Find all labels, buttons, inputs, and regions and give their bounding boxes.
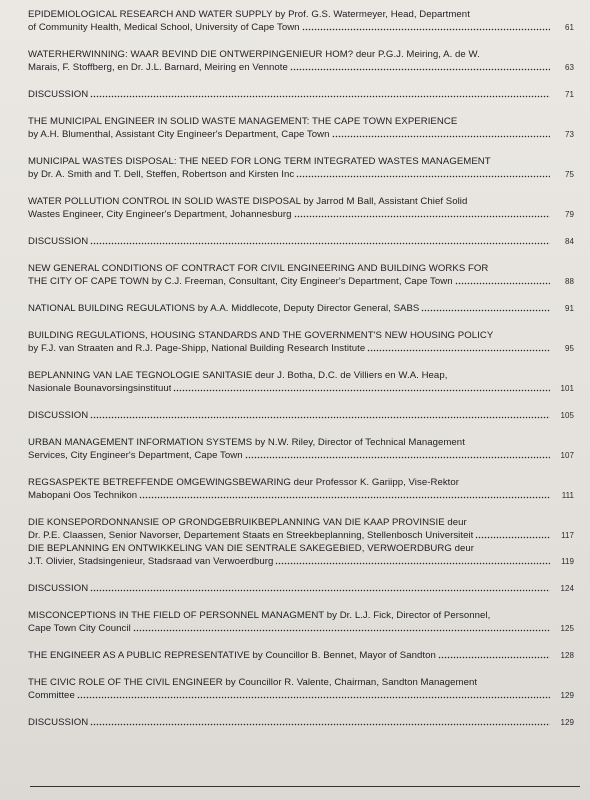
toc-entry — [28, 409, 574, 422]
toc-entry-text: WATERHERWINNING: WAAR BEVIND DIE ONTWERPINGENIEUR HOM? deur P.G.J. Meiring, A. de W. — [28, 49, 480, 60]
dot-leader — [90, 583, 550, 592]
page-number: 79 — [565, 210, 574, 219]
toc-entry — [28, 235, 574, 248]
toc-entry — [28, 115, 574, 141]
page-number: 84 — [565, 237, 574, 246]
dot-leader — [290, 62, 550, 71]
toc-entry-text: DISCUSSION — [28, 236, 89, 247]
dot-leader — [438, 650, 550, 659]
toc-entry-last-line — [28, 235, 552, 248]
page-number: 125 — [560, 624, 574, 633]
page-number: 107 — [560, 451, 574, 460]
toc-entry-text: Cape Town City Council — [28, 623, 131, 634]
toc-entry-last-line — [28, 128, 552, 141]
page-number: 61 — [565, 23, 574, 32]
page-number: 91 — [565, 304, 574, 313]
dot-leader — [77, 690, 550, 699]
toc-entry-last-line — [28, 88, 552, 101]
page-number: 73 — [565, 130, 574, 139]
dot-leader — [296, 169, 550, 178]
toc-entry-text: MISCONCEPTIONS IN THE FIELD OF PERSONNEL MANAGMENT by Dr. L.J. Fick, Director of Personnel, — [28, 610, 491, 621]
page-number: 117 — [561, 531, 574, 540]
toc-entry-text: DISCUSSION — [28, 583, 89, 594]
toc-entry-text: Mabopani Oos Technikon — [28, 490, 138, 501]
toc-entry-last-line — [28, 582, 552, 595]
toc-entry — [28, 88, 574, 101]
toc-entry — [28, 542, 574, 568]
toc-entry — [28, 195, 574, 221]
dot-leader — [90, 717, 550, 726]
toc-entry-text: DIE BEPLANNING EN ONTWIKKELING VAN DIE SENTRALE SAKEGEBIED, VERWOERDBURG deur — [28, 543, 474, 554]
toc-entry-text: THE CITY OF CAPE TOWN by C.J. Freeman, Consultant, City Engineer's Department, Cape Town — [28, 276, 453, 287]
dot-leader — [133, 623, 550, 632]
toc-entry-text: BEPLANNING VAN LAE TEGNOLOGIE SANITASIE deur J. Botha, D.C. de Villiers en W.A. Heap, — [28, 370, 448, 381]
toc-entry-text: J.T. Olivier, Stadsingenieur, Stadsraad van Verwoerdburg — [28, 556, 274, 567]
toc-entry-text: DISCUSSION — [28, 410, 89, 421]
dot-leader — [455, 276, 550, 285]
toc-entry — [28, 436, 574, 462]
dot-leader — [90, 89, 550, 98]
toc-entry-last-line — [28, 649, 552, 662]
toc-entry-text: THE ENGINEER AS A PUBLIC REPRESENTATIVE by Councillor B. Bennet, Mayor of Sandton — [28, 650, 436, 661]
toc-entry-last-line — [28, 168, 552, 181]
toc-entry-last-line — [28, 622, 552, 635]
toc-entry-last-line — [28, 275, 552, 288]
dot-leader — [475, 530, 550, 539]
toc-entry-last-line — [28, 489, 552, 502]
toc-entry — [28, 716, 574, 729]
toc-entry-text: URBAN MANAGEMENT INFORMATION SYSTEMS by N.W. Riley, Director of Technical Management — [28, 437, 465, 448]
toc-entry-text: Wastes Engineer, City Engineer's Department, Johannesburg — [28, 209, 292, 220]
toc-entry-text: Nasionale Bounavorsingsinstituut — [28, 383, 172, 394]
toc-entry — [28, 8, 574, 34]
toc-entry-text: by A.H. Blumenthal, Assistant City Engineer's Department, Cape Town — [28, 129, 330, 140]
page-number: 63 — [565, 63, 574, 72]
toc-entry — [28, 329, 574, 355]
toc-entry-last-line — [28, 689, 552, 702]
dot-leader — [139, 490, 550, 499]
page-number: 128 — [560, 651, 574, 660]
toc-entry — [28, 582, 574, 595]
toc-entry-text: Services, City Engineer's Department, Cape Town — [28, 450, 243, 461]
toc-entry-last-line — [28, 208, 552, 221]
toc-entry — [28, 369, 574, 395]
page-number: 129 — [560, 718, 574, 727]
page-number: 101 — [560, 384, 574, 393]
toc-entry-text: DISCUSSION — [28, 717, 89, 728]
toc-entry — [28, 262, 574, 288]
toc-entry-last-line — [28, 529, 552, 542]
toc-entry-text: DISCUSSION — [28, 89, 89, 100]
page-number: 119 — [561, 557, 574, 566]
toc-entry-text: THE MUNICIPAL ENGINEER IN SOLID WASTE MANAGEMENT: THE CAPE TOWN EXPERIENCE — [28, 116, 458, 127]
dot-leader — [332, 129, 551, 138]
bottom-rule — [30, 786, 580, 787]
toc-entry-text: Dr. P.E. Claassen, Senior Navorser, Departement Staats en Streekbeplanning, Stellenbosch Universiteit — [28, 530, 474, 541]
toc-entry-text: NEW GENERAL CONDITIONS OF CONTRACT FOR CIVIL ENGINEERING AND BUILDING WORKS FOR — [28, 263, 489, 274]
page-number: 71 — [565, 90, 574, 99]
page-number: 124 — [560, 584, 574, 593]
toc-entry-last-line — [28, 302, 552, 315]
toc-entry — [28, 676, 574, 702]
toc-entry-text: Marais, F. Stoffberg, en Dr. J.L. Barnard, Meiring en Vennote — [28, 62, 288, 73]
page-number: 105 — [560, 411, 574, 420]
toc-entry-text: by F.J. van Straaten and R.J. Page-Shipp, National Building Research Institute — [28, 343, 366, 354]
toc-entry-text: WATER POLLUTION CONTROL IN SOLID WASTE DISPOSAL by Jarrod M Ball, Assistant Chief Solid — [28, 196, 468, 207]
table-of-contents — [28, 8, 574, 729]
toc-entry-text: NATIONAL BUILDING REGULATIONS by A.A. Middlecote, Deputy Director General, SABS — [28, 303, 420, 314]
toc-entry — [28, 155, 574, 181]
toc-entry-text: EPIDEMIOLOGICAL RESEARCH AND WATER SUPPLY by Prof. G.S. Watermeyer, Head, Department — [28, 9, 470, 20]
toc-entry-text: Committee — [28, 690, 75, 701]
toc-entry-last-line — [28, 342, 552, 355]
toc-entry-last-line — [28, 382, 552, 395]
toc-entry — [28, 516, 574, 542]
toc-entry-last-line — [28, 409, 552, 422]
toc-entry-text: of Community Health, Medical School, University of Cape Town — [28, 22, 300, 33]
dot-leader — [90, 236, 550, 245]
toc-entry — [28, 609, 574, 635]
dot-leader — [294, 209, 551, 218]
dot-leader — [173, 383, 550, 392]
page-number: 88 — [565, 277, 574, 286]
dot-leader — [302, 22, 550, 31]
page-number: 111 — [561, 491, 574, 500]
toc-entry-last-line — [28, 21, 552, 34]
toc-entry-last-line — [28, 61, 552, 74]
toc-entry — [28, 476, 574, 502]
page-number: 95 — [565, 344, 574, 353]
toc-entry-text: BUILDING REGULATIONS, HOUSING STANDARDS AND THE GOVERNMENT'S NEW HOUSING POLICY — [28, 330, 494, 341]
toc-entry-last-line — [28, 716, 552, 729]
page-number: 129 — [560, 691, 574, 700]
toc-entry — [28, 649, 574, 662]
toc-entry — [28, 302, 574, 315]
toc-entry-text: THE CIVIC ROLE OF THE CIVIL ENGINEER by Councillor R. Valente, Chairman, Sandton Management — [28, 677, 478, 688]
dot-leader — [245, 450, 550, 459]
toc-entry-last-line — [28, 555, 552, 568]
toc-entry — [28, 48, 574, 74]
toc-entry-text: REGSASPEKTE BETREFFENDE OMGEWINGSBEWARING deur Professor K. Gariipp, Vise-Rektor — [28, 477, 460, 488]
toc-entry-text: DIE KONSEPORDONNANSIE OP GRONDGEBRUIKBEPLANNING VAN DIE KAAP PROVINSIE deur — [28, 517, 467, 528]
toc-entry-text: MUNICIPAL WASTES DISPOSAL: THE NEED FOR LONG TERM INTEGRATED WASTES MANAGEMENT — [28, 156, 491, 167]
dot-leader — [421, 303, 550, 312]
dot-leader — [275, 556, 550, 565]
dot-leader — [90, 410, 550, 419]
page-number: 75 — [565, 170, 574, 179]
toc-entry-text: by Dr. A. Smith and T. Dell, Steffen, Robertson and Kirsten Inc — [28, 169, 295, 180]
toc-entry-last-line — [28, 449, 552, 462]
dot-leader — [367, 343, 550, 352]
